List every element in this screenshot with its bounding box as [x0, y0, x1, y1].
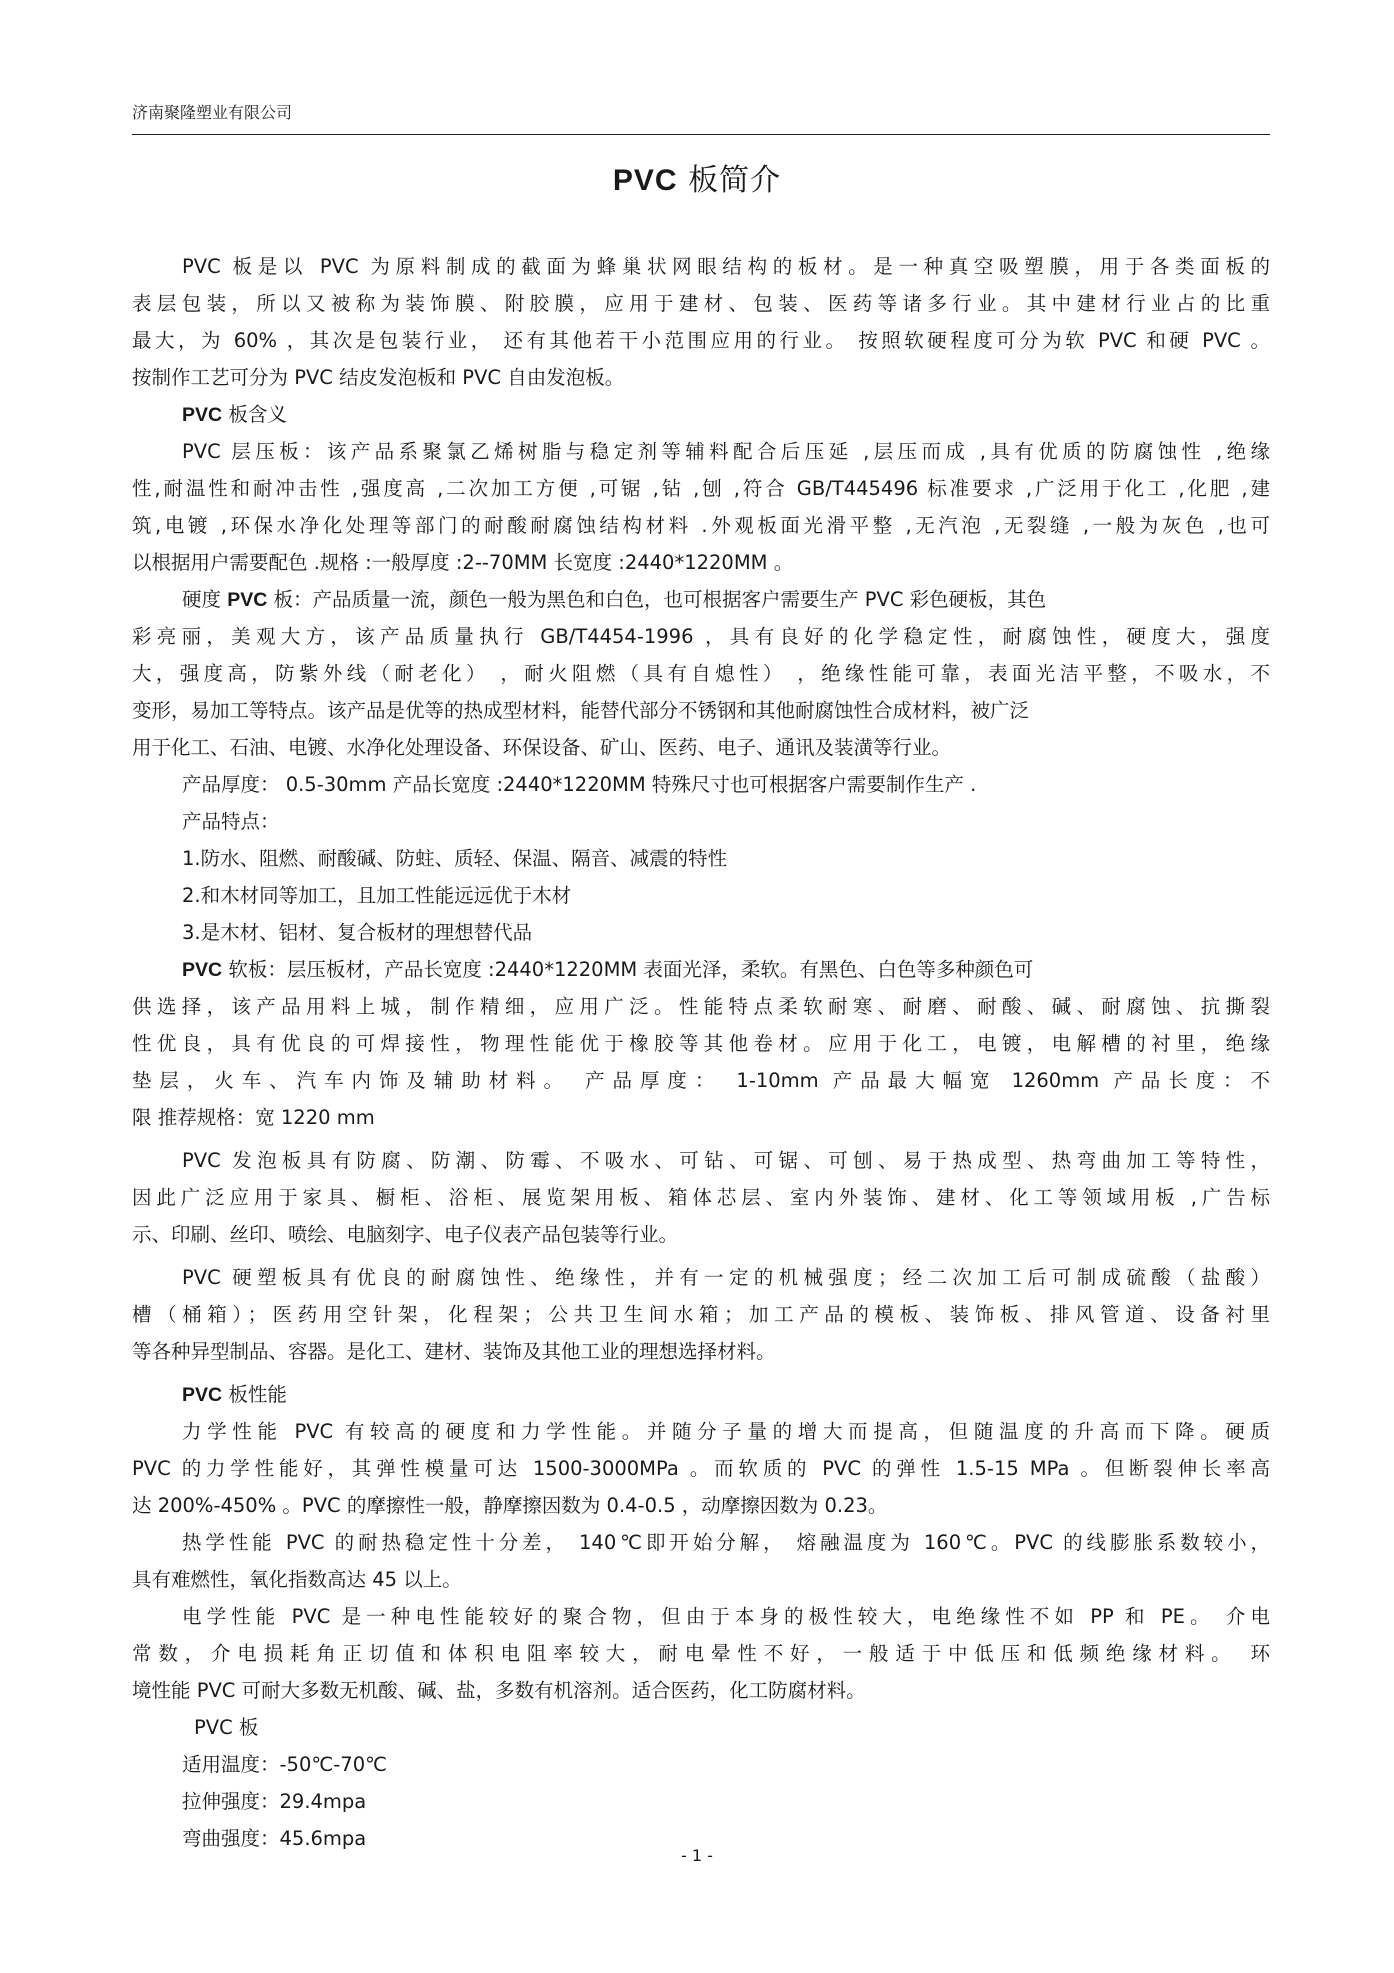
spec-item: 弯曲强度：45.6mpa — [182, 1827, 367, 1850]
spec-item: 适用温度：-50℃-70℃ — [182, 1753, 387, 1776]
text-line: 变形，易加工等特点。该产品是优等的热成型材料，能替代部分不锈钢和其他耐腐蚀性合成材料，被广泛 — [132, 699, 1030, 722]
text-line — [132, 581, 1270, 618]
text-line: PVC 发泡板具有防腐、防潮、防霉、不吸水、可钻、可锯、可刨、易于热成型、热弯曲加工等特性， — [182, 1149, 1270, 1172]
header-divider — [132, 134, 1270, 135]
text-line: 最大，为 60% ，其次是包装行业， 还有其他若干小范围应用的行业。 按照软硬程度可分为软 PVC 和硬 PVC 。 — [132, 329, 1270, 352]
bold-label: PVC — [182, 404, 223, 426]
list-item: 2.和木材同等加工，且加工性能远远优于木材 — [182, 884, 572, 907]
text-line: 彩亮丽，美观大方，该产品质量执行 GB/T4454-1996 ，具有良好的化学稳定性，耐腐蚀性，硬度大，强度 — [132, 625, 1270, 648]
heading-text: 板含义 — [228, 403, 287, 426]
text-line: 以根据用户需要配色 .规格 :一般厚度 :2--70MM 长宽度 :2440*1220MM 。 — [132, 551, 794, 574]
title-bold: PVC — [612, 164, 678, 197]
text-line: 限 推荐规格：宽 1220 mm — [132, 1106, 375, 1129]
text-line: 性优良，具有优良的可焊接性，物理性能优于橡胶等其他卷材。应用于化工，电镀，电解槽的衬里，绝缘 — [132, 1032, 1270, 1055]
text-line: 槽（桶箱）；医药用空针架，化程架；公共卫生间水箱；加工产品的模板、装饰板、排风管道、设备衬里 — [132, 1303, 1270, 1326]
spec-heading: PVC 板 — [194, 1716, 259, 1739]
text-line: PVC 板是以 PVC 为原料制成的截面为蜂巢状网眼结构的板材。是一种真空吸塑膜，用于各类面板的 — [182, 255, 1270, 278]
list-item: 3.是木材、铝材、复合板材的理想替代品 — [182, 921, 533, 944]
text-line: 性,耐温性和耐冲击性 ,强度高 ,二次加工方便 ,可锯 ,钻 ,刨 ,符合 GB/T445496 标准要求 ,广泛用于化工 ,化肥 ,建 — [132, 477, 1270, 500]
text-line: 大，强度高，防紫外线（耐老化） ，耐火阻燃（具有自熄性） ，绝缘性能可靠，表面光洁平整，不吸水，不 — [132, 662, 1270, 685]
text-line: 产品厚度： 0.5-30mm 产品长宽度 :2440*1220MM 特殊尺寸也可根据客户需要制作生产 . — [182, 773, 977, 796]
text-line: 具有难燃性，氧化指数高达 45 以上。 — [132, 1568, 462, 1591]
title-text: 板简介 — [677, 163, 782, 198]
text-line: 示、印刷、丝印、喷绘、电脑刻字、电子仪表产品包装等行业。 — [132, 1223, 679, 1246]
text-line: 因此广泛应用于家具、橱柜、浴柜、展览架用板、箱体芯层、室内外装饰、建材、化工等领域用板 ,广告标 — [132, 1186, 1270, 1209]
text-line: 常数，介电损耗角正切值和体积电阻率较大，耐电晕性不好，一般适于中低压和低频绝缘材料。 环 — [132, 1642, 1270, 1665]
text-line: 境性能 PVC 可耐大多数无机酸、碱、盐，多数有机溶剂。适合医药，化工防腐材料。 — [132, 1679, 866, 1702]
text-line: 供选择，该产品用料上城，制作精细，应用广泛。性能特点柔软耐寒、耐磨、耐酸、碱、耐腐蚀、抗撕裂 — [132, 995, 1270, 1018]
text-line: 电学性能 PVC 是一种电性能较好的聚合物，但由于本身的极性较大，电绝缘性不如 PP 和 PE。 介电 — [182, 1605, 1270, 1628]
heading-text: 板性能 — [228, 1383, 287, 1406]
section-heading — [132, 1376, 1270, 1413]
bold-prefix: 硬度 — [182, 588, 222, 611]
page-title — [0, 155, 1394, 199]
bold-label: PVC — [182, 959, 223, 981]
bold-label: PVC — [227, 589, 268, 611]
text-line: 力学性能 PVC 有较高的硬度和力学性能。并随分子量的增大而提高，但随温度的升高而下降。硬质 — [182, 1420, 1270, 1443]
line-text: 板：产品质量一流，颜色一般为黑色和白色，也可根据客户需要生产 PVC 彩色硬板，其色 — [273, 588, 1047, 611]
text-line: PVC 层压板：该产品系聚氯乙烯树脂与稳定剂等辅料配合后压延 ,层压而成 ,具有优质的防腐蚀性 ,绝缘 — [182, 440, 1270, 463]
text-line: 表层包装，所以又被称为装饰膜、附胶膜，应用于建材、包装、医药等诸多行业。其中建材行业占的比重 — [132, 292, 1270, 315]
document-body — [132, 248, 1270, 1857]
bold-label: PVC — [182, 1384, 223, 1406]
text-line: 用于化工、石油、电镀、水净化处理设备、环保设备、矿山、医药、电子、通讯及装潢等行业。 — [132, 736, 952, 759]
section-heading — [132, 396, 1270, 433]
text-line: PVC 硬塑板具有优良的耐腐蚀性、绝缘性，并有一定的机械强度；经二次加工后可制成硫酸（盐酸） — [182, 1266, 1270, 1289]
text-line: 达 200%-450% 。PVC 的摩擦性一般，静摩擦因数为 0.4-0.5 ，动摩擦因数为 0.23。 — [132, 1494, 888, 1517]
list-item: 1.防水、阻燃、耐酸碱、防蛀、质轻、保温、隔音、减震的特性 — [182, 847, 728, 870]
text-line: 垫层，火车、汽车内饰及辅助材料。 产品厚度： 1-10mm 产品最大幅宽 1260mm 产品长度：不 — [132, 1069, 1270, 1092]
page-number: - 1 - — [681, 1846, 713, 1865]
text-line: 按制作工艺可分为 PVC 结皮发泡板和 PVC 自由发泡板。 — [132, 366, 625, 389]
text-line: PVC 的力学性能好，其弹性模量可达 1500-3000MPa 。而软质的 PVC 的弹性 1.5-15 MPa 。但断裂伸长率高 — [132, 1457, 1270, 1480]
text-line — [132, 951, 1270, 988]
text-line: 筑,电镀 ,环保水净化处理等部门的耐酸耐腐蚀结构材料 .外观板面光滑平整 ,无汽泡 ,无裂缝 ,一般为灰色 ,也可 — [132, 514, 1270, 537]
company-header: 济南聚隆塑业有限公司 — [132, 103, 293, 122]
text-line: 产品特点： — [182, 810, 280, 833]
text-line: 等各种异型制品、容器。是化工、建材、装饰及其他工业的理想选择材料。 — [132, 1340, 776, 1363]
spec-item: 拉伸强度：29.4mpa — [182, 1790, 367, 1813]
line-text: 软板：层压板材，产品长宽度 :2440*1220MM 表面光泽，柔软。有黑色、白色等多种颜色可 — [228, 958, 1034, 981]
text-line: 热学性能 PVC 的耐热稳定性十分差， 140℃即开始分解， 熔融温度为 160℃。PVC 的线膨胀系数较小， — [182, 1531, 1270, 1554]
